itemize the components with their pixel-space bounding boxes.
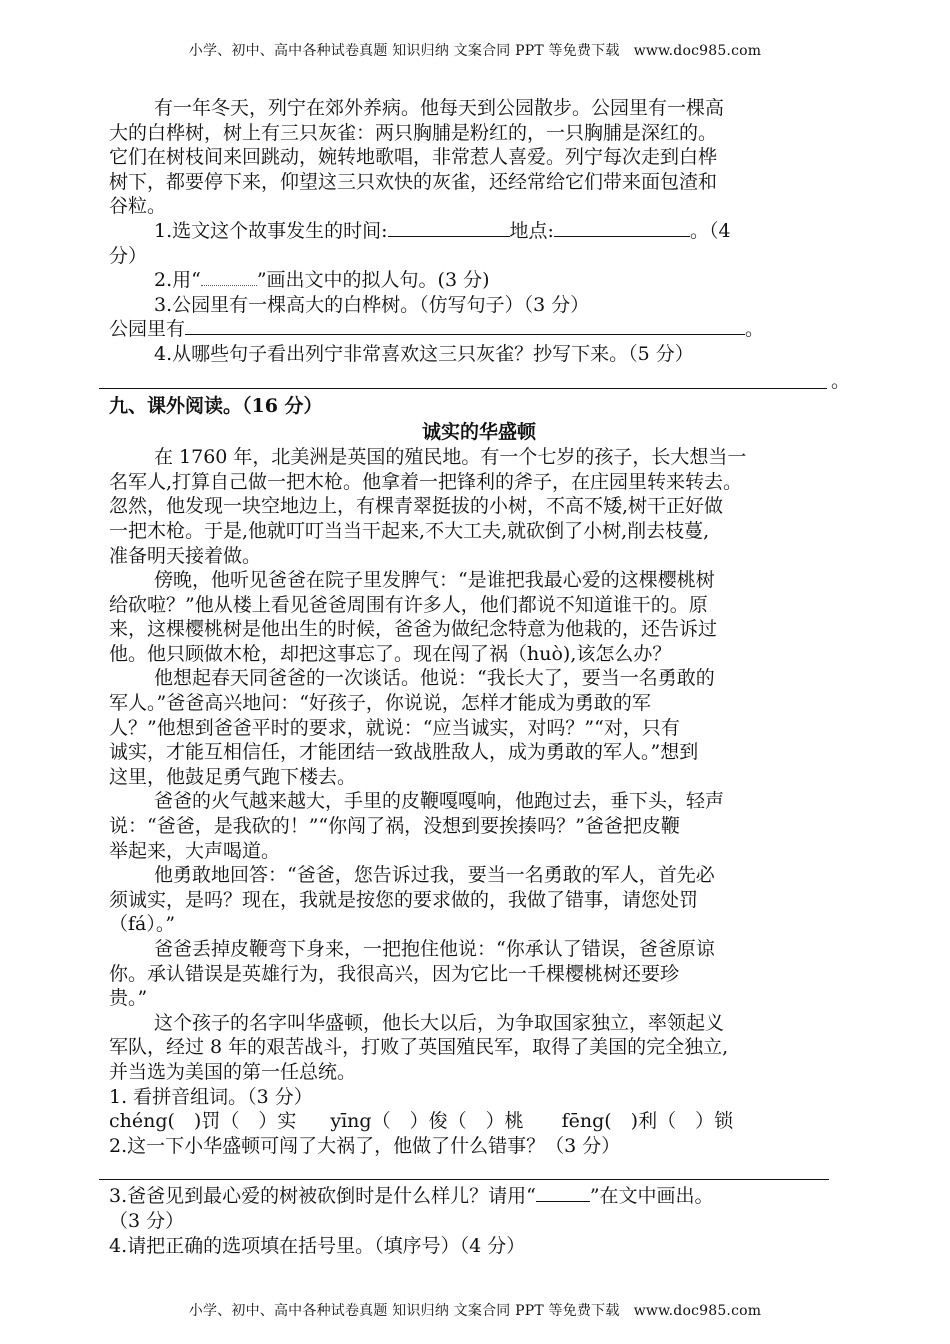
question-4: 4.从哪些句子看出列宁非常喜欢这三只灰雀？抄写下来。（5 分） [154,342,694,365]
wavy-underline-sample [201,271,257,286]
q3-end: 。 [745,318,765,341]
passage-line: 给砍啦？”他从楼上看见爸爸周围有许多人，他们都说不知道谁干的。原 [109,593,708,616]
page-header: 小学、初中、高中各种试卷真题 知识归纳 文案合同 PPT 等免费下载 www.doc985.com [188,43,762,59]
question-2 [109,268,849,293]
passage-line: 举起来，大声喝道。 [109,839,281,862]
answer-blank-place[interactable] [554,219,690,237]
passage-line: 大的白桦树，树上有三只灰雀：两只胸脯是粉红的，一只胸脯是深红的。 [109,121,718,144]
reading-question-4: 4.请把正确的选项填在括号里。（填序号）（4 分） [109,1234,526,1257]
passage-line: 爸爸丢掉皮鞭弯下身来，一把抱住他说：“你承认了错误，爸爸原谅 [154,938,715,960]
section-9-heading: 九、课外阅读。（16 分） [109,395,323,418]
pinyin-ying: yīng（ ）俊（ ）桃 [330,1110,524,1133]
q4-end: 。 [831,369,851,392]
r3-text-a: 3.爸爸见到最心爱的树被砍倒时是什么样儿？请用“ [109,1185,536,1208]
passage-line: 傍晚，他听见爸爸在院子里发脾气：“是谁把我最心爱的这棵樱桃树 [154,569,715,592]
passage-line: 来，这棵樱桃树是他出生的时候，爸爸为做纪念特意为他栽的，还告诉过 [109,618,718,641]
passage-line: 它们在树枝间来回跳动，婉转地歌唱，非常惹人喜爱。列宁每次走到白桦 [109,146,718,169]
passage-line: 说：“爸爸，是我砍的！”“你闯了祸，没想到要挨揍吗？”爸爸把皮鞭 [109,815,680,838]
answer-blank-time[interactable] [388,219,510,237]
passage-line: 人？”他想到爸爸平时的要求，就说：“应当诚实，对吗？”“对，只有 [109,716,680,739]
answer-blank-imitate[interactable] [185,317,745,335]
q1-text: 1.选文这个故事发生的时间: [154,219,388,242]
answer-line-q2[interactable] [109,1158,849,1184]
reading-question-1: 1. 看拼音组词。（3 分） [109,1085,313,1108]
pinyin-cheng: chéng( )罚（ ）实 [109,1110,297,1133]
question-3: 3.公园里有一棵高大的白桦树。（仿写句子）（3 分） [154,293,590,316]
passage-line: 爸爸的火气越来越大，手里的皮鞭嘎嘎响，他跑过去，垂下头，轻声 [154,790,725,813]
pinyin-feng: fēng( )利（ ）锁 [561,1110,734,1133]
pinyin-row [109,1109,849,1134]
passage-line: 他想起春天同爸爸的一次谈话。他说：“我长大了，要当一名勇敢的 [154,667,715,690]
passage-line: 有一年冬天，列宁在郊外养病。他每天到公园散步。公园里有一棵高 [154,97,725,119]
q2-text-b: ”画出文中的拟人句。(3 分) [256,269,490,292]
q1-place-label: 地点: [509,219,554,242]
underline-sample [536,1187,590,1202]
r3-text-b: ”在文中画出。 [589,1185,714,1208]
answer-blank-copy[interactable] [99,371,827,389]
passage-line: 须诚实，是吗？现在，我就是按您的要求做的，我做了错事，请您处罚 [109,888,699,911]
question-1 [109,219,849,244]
question-1-cont: 分） [109,244,148,267]
q3-prefix: 公园里有 [109,318,186,341]
passage-line: 一把木枪。于是,他就叮叮当当干起来,不大工夫,就砍倒了小树,削去枝蔓, [109,519,710,542]
passage-line: 这个孩子的名字叫华盛顿，他长大以后，为争取国家独立，率领起义 [154,1011,725,1034]
passage-lenin [109,96,849,219]
passage-line: 军队，经过 8 年的艰苦战斗，打败了英国殖民军，取得了美国的完全独立, [109,1036,729,1059]
passage-line: 他。他只顾做木枪，却把这事忘了。现在闯了祸（huò),该怎么办？ [109,642,672,665]
document-body [109,96,849,1258]
passage-line: 在 1760 年，北美洲是英国的殖民地。有一个七岁的孩子，长大想当一 [154,446,747,469]
reading-question-2: 2.这一下小华盛顿可闯了大祸了，他做了什么错事？（3 分） [109,1134,621,1157]
passage-line: 准备明天接着做。 [109,544,262,567]
passage-line: 谷粒。 [109,195,167,218]
passage-line: 名军人,打算自己做一把木枪。他拿着一把锋利的斧子，在庄园里转来转去。 [109,470,743,493]
passage-line: 军人。”爸爸高兴地问：“好孩子，你说说，怎样才能成为勇敢的军 [109,692,651,715]
passage-line: 并当选为美国的第一任总统。 [109,1060,357,1083]
q1-score: 。（4 [689,219,731,242]
passage-line: 他勇敢地回答：“爸爸，您告诉过我，要当一名勇敢的军人，首先必 [154,864,715,887]
passage-washington [109,445,849,1084]
passage-title: 诚实的华盛顿 [421,421,536,444]
passage-line: 你。承认错误是英雄行为，我很高兴，因为它比一千棵樱桃树还要珍 [109,962,680,985]
passage-line: 贵。” [109,987,148,1010]
passage-line: 树下，都要停下来，仰望这三只欢快的灰雀，还经常给它们带来面包渣和 [109,170,718,193]
reading-question-3 [109,1184,849,1209]
passage-line: （fá）。” [109,913,176,936]
question-4-answer [109,367,849,392]
passage-line: 忽然，他发现一块空地边上，有棵青翠挺拔的小树，不高不矮,树干正好做 [109,495,724,518]
page-footer: 小学、初中、高中各种试卷真题 知识归纳 文案合同 PPT 等免费下载 www.doc985.com [188,1303,762,1319]
reading-question-3-score: （3 分） [109,1209,185,1232]
passage-line: 诚实，才能互相信任，才能团结一致战胜敌人，成为勇敢的军人。”想到 [109,741,699,764]
passage-line: 这里，他鼓足勇气跑下楼去。 [109,765,357,788]
q2-text-a: 2.用“ [154,269,201,292]
question-3-answer [109,317,849,342]
